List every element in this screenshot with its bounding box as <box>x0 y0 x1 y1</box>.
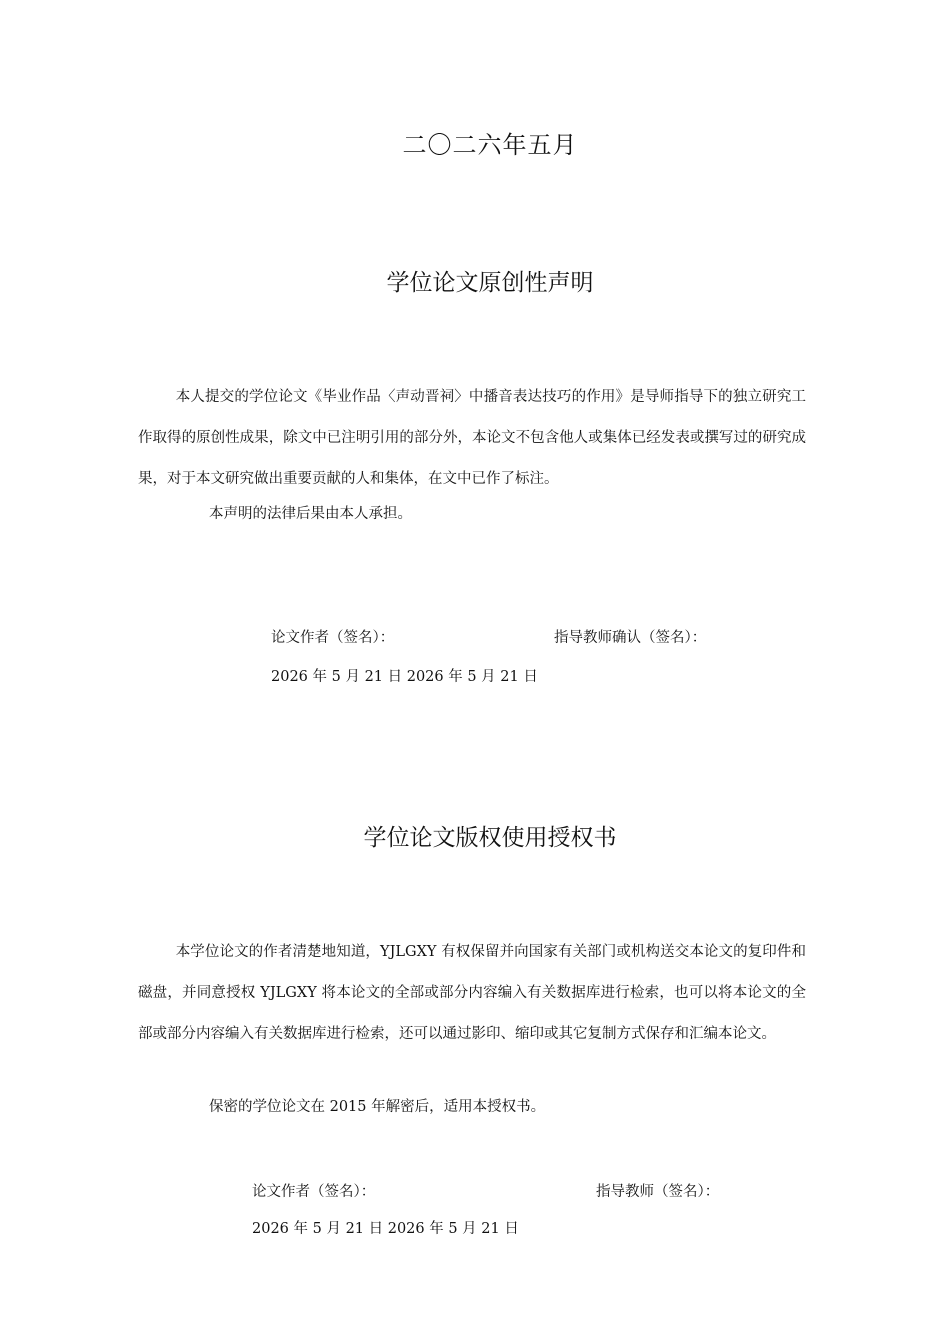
advisor-signature-label: 指导教师（签名）： <box>596 1184 720 1200</box>
copyright-authorization-body: 本学位论文的作者清楚地知道，YJLGXY 有权保留并向国家有关部门或机构送交本论文的复印件和磁盘，并同意授权 YJLGXY 将本论文的全部或部分内容编入有关数据库进行检索，也可以将本论文的全部或部分内容编入有关数据库进行检索，还可以通过影印、缩印或其它复制方式保存和汇编本论文。 <box>138 944 806 1042</box>
originality-legal-note: 本声明的法律后果由本人承担。 <box>209 506 412 522</box>
author-signature-label: 论文作者（签名）： <box>271 630 395 646</box>
originality-statement-title: 学位论文原创性声明 <box>386 270 594 296</box>
copyright-authorization-title: 学位论文版权使用授权书 <box>363 825 617 851</box>
signature-dates: 2026 年 5 月 21 日 2026 年 5 月 21 日 <box>271 669 538 685</box>
author-signature-label: 论文作者（签名）： <box>252 1184 376 1200</box>
confidential-thesis-note: 保密的学位论文在 2015 年解密后，适用本授权书。 <box>209 1099 546 1115</box>
originality-statement-body: 本人提交的学位论文《毕业作品〈声动晋祠〉中播音表达技巧的作用》是导师指导下的独立研究工作取得的原创性成果，除文中已注明引用的部分外，本论文不包含他人或集体已经发表或撰写过的研究成果，对于本文研究做出重要贡献的人和集体，在文中已作了标注。 <box>138 389 806 487</box>
signature-dates: 2026 年 5 月 21 日 2026 年 5 月 21 日 <box>252 1221 519 1237</box>
document-date: 二〇二六年五月 <box>402 131 578 159</box>
advisor-confirm-signature-label: 指导教师确认（签名）： <box>554 630 707 646</box>
